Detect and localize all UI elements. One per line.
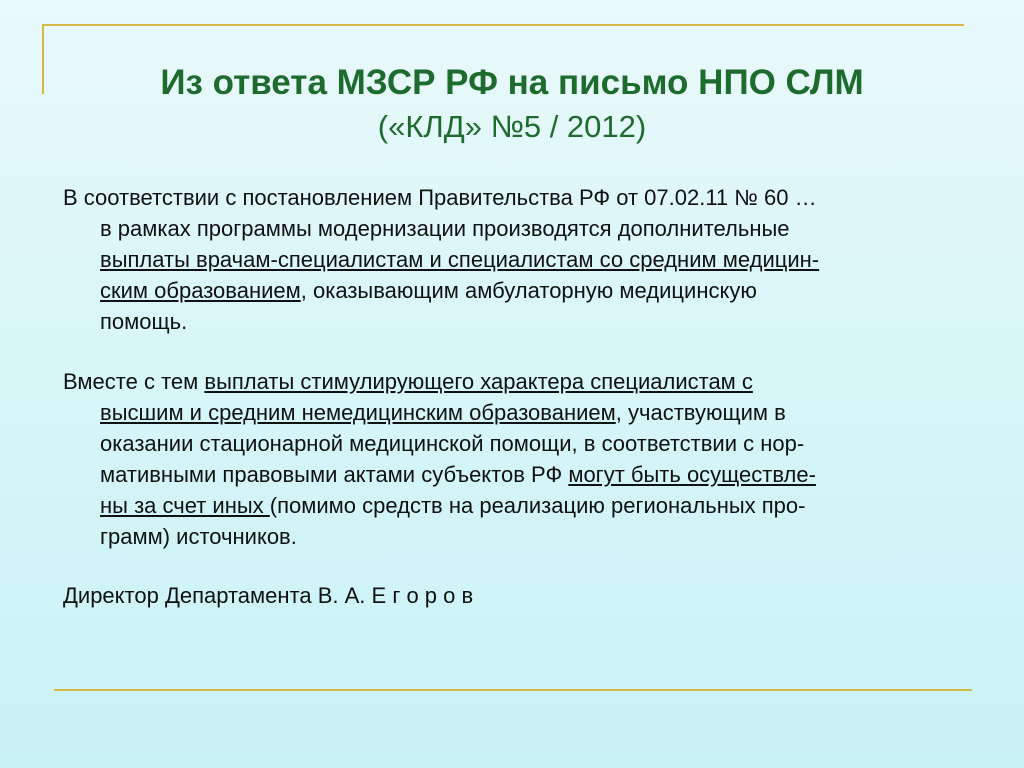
- underlined-text: высшим и средним немедицинским образованием: [100, 400, 616, 425]
- signature-line: [63, 580, 963, 611]
- paragraph-line: Вместе с тем выплаты стимулирующего характера специалистам с: [63, 369, 753, 394]
- underlined-text: выплаты врачам-специалистам и специалистам со средним медицин-: [100, 247, 820, 272]
- paragraph-line: в рамках программы модернизации производятся дополнительные: [100, 216, 790, 241]
- paragraph-line: ским образованием, оказывающим амбулаторную медицинскую: [100, 278, 757, 303]
- signature-text: Директор Департамента В. А. Е г о р о в: [63, 583, 474, 608]
- paragraph-incentive-payments: [63, 366, 963, 552]
- paragraph-line: В соответствии с постановлением Правительства РФ от 07.02.11 № 60 …: [63, 185, 817, 210]
- paragraph-line: оказании стационарной медицинской помощи, в соответствии с нор-: [100, 431, 805, 456]
- paragraph-line: грамм) источников.: [100, 524, 297, 549]
- underlined-text: выплаты стимулирующего характера специалистам с: [204, 369, 753, 394]
- paragraph-resolution: [63, 182, 963, 337]
- slide-title: Из ответа МЗСР РФ на письмо НПО СЛМ: [160, 63, 864, 102]
- underlined-text: могут быть осуществле-: [568, 462, 816, 487]
- paragraph-line: ны за счет иных (помимо средств на реализацию региональных про-: [100, 493, 806, 518]
- underlined-text: ны за счет иных: [100, 493, 270, 518]
- decorative-top-rule: [44, 24, 964, 26]
- paragraph-line: мативными правовыми актами субъектов РФ могут быть осуществле-: [100, 462, 816, 487]
- slide-subtitle: («КЛД» №5 / 2012): [377, 109, 647, 144]
- underlined-text: ским образованием: [100, 278, 301, 303]
- decorative-bottom-rule: [54, 689, 972, 691]
- paragraph-line: [63, 244, 963, 275]
- paragraph-line: высшим и средним немедицинским образованием, участвующим в: [100, 400, 786, 425]
- paragraph-line: помощь.: [100, 309, 188, 334]
